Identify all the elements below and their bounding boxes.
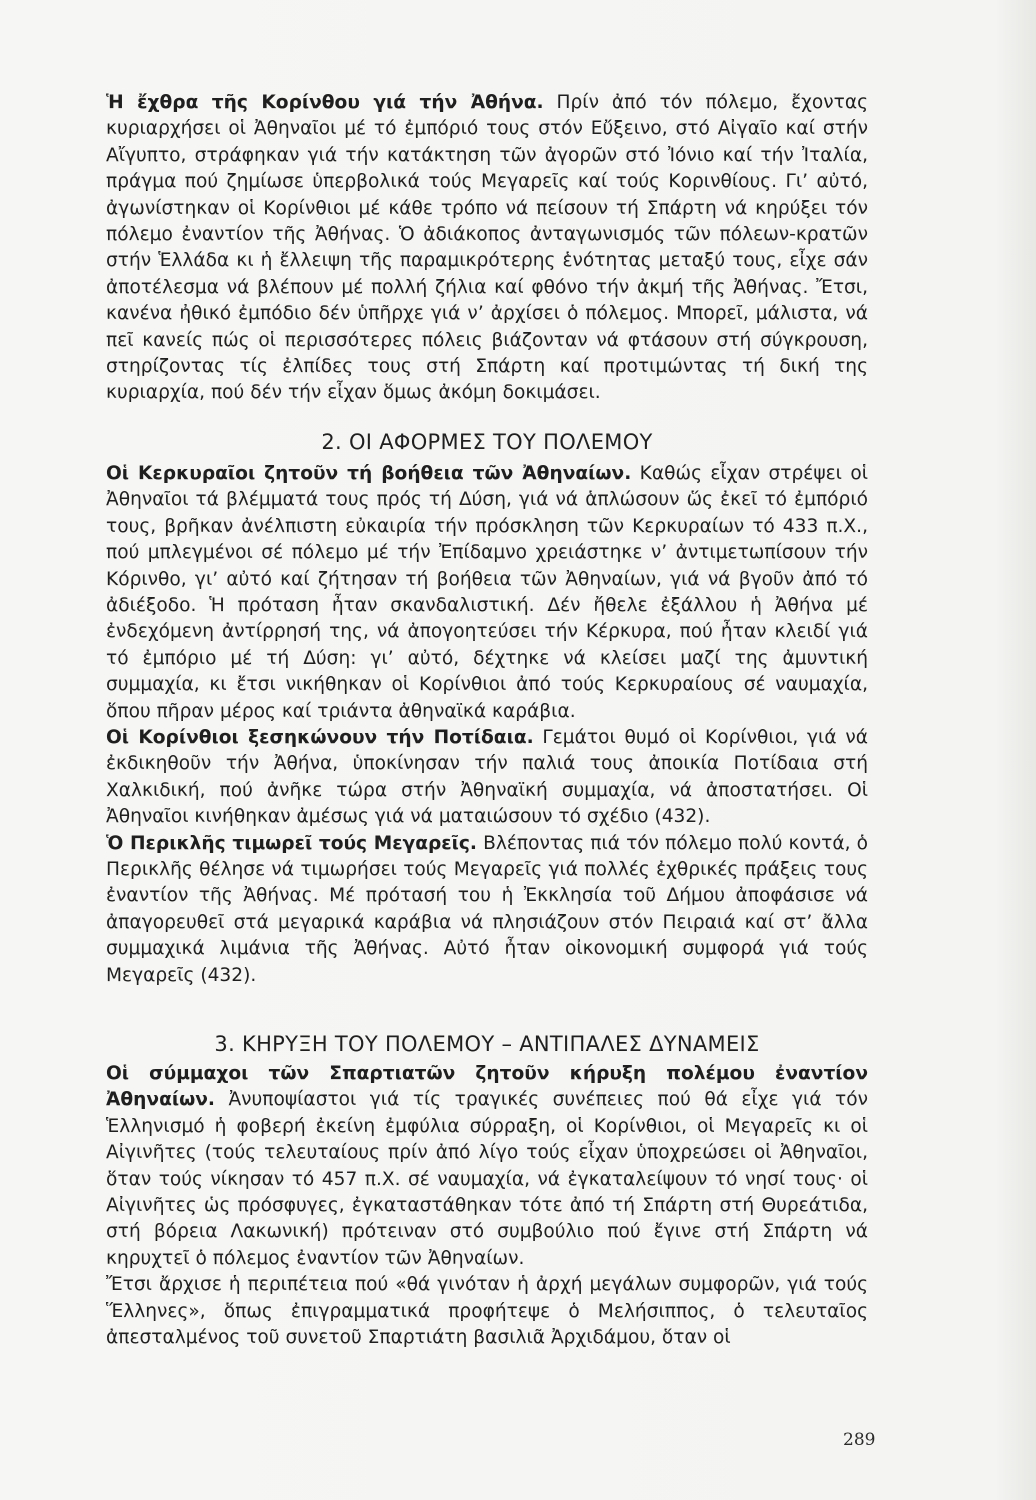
paragraph-lead: Οἱ σύμμαχοι τῶν Σπαρτιατῶν ζητοῦν κήρυξη πολέμου ἐναντίον Ἀθηναίων. bbox=[106, 1063, 868, 1111]
paragraph-text: Βλέποντας πιά τόν πόλεμο πολύ κοντά, ὁ Περικλῆς θέλησε νά τιμωρήσει τούς Μεγαρεῖς γιά πολλές ἐχθρικές πράξεις τους ἐναντίον τῆς Ἀθήνας. Μέ πρότασή του ἡ Ἐκκλησία τοῦ Δήμου ἀποφάσισε νά ἀπαγορευθεῖ στά μεγαρικά καράβια νά πλησιάζουν στόν Πειραιά καί στ’ ἄλλα συμμαχικά λιμάνια τῆς Ἀθήνας. Αὐτό ἦταν οἰκονομική συμφορά γιά τούς Μεγαρεῖς (432). bbox=[106, 832, 868, 986]
paragraph-corcyra bbox=[106, 461, 868, 725]
paragraph-text: Ἀνυποψίαστοι γιά τίς τραγικές συνέπειες πού θά εἶχε γιά τόν Ἑλληνισμό ἡ φοβερή ἐκείνη ἐμφύλια σύρραξη, οἱ Κορίνθιοι, οἱ Μεγαρεῖς κι οἱ Αἰγινῆτες (τούς τελευταίους πρίν ἀπό λίγο τούς εἶχαν ὑποχρεώσει οἱ Ἀθηναῖοι, ὅταν τούς νίκησαν τό 457 π.Χ. σέ ναυμαχία, νά ἐγκαταλείψουν τό νησί τους· οἱ Αἰγινῆτες ὡς πρόσφυγες, ἐγκαταστάθηκαν τότε ἀπό τή Σπάρτη στή Θυρεάτιδα, στή βόρεια Λακωνική) πρότειναν στό συμβούλιο πού ἔγινε στή Σπάρτη νά κηρυχτεῖ ὁ πόλεμος ἐναντίον τῶν Ἀθηναίων. bbox=[106, 1089, 868, 1269]
paragraph-lead: Οἱ Κερκυραῖοι ζητοῦν τή βοήθεια τῶν Ἀθηναίων. bbox=[106, 462, 632, 484]
paragraph-war-begins bbox=[106, 1272, 868, 1351]
paragraph-potidaea bbox=[106, 725, 868, 831]
section-heading-declaration: 3. ΚΗΡΥΞΗ ΤΟΥ ΠΟΛΕΜΟΥ – ΑΝΤΙΠΑΛΕΣ ΔΥΝΑΜΕΙΣ bbox=[214, 1032, 760, 1056]
paragraph-lead: Οἱ Κορίνθιοι ξεσηκώνουν τήν Ποτίδαια. bbox=[106, 726, 534, 748]
paragraph-text: Ἔτσι ἄρχισε ἡ περιπέτεια πού «θά γινόταν ἡ ἀρχή μεγάλων συμφορῶν, γιά τούς Ἕλληνες», ὅπως ἐπιγραμματικά προφήτεψε ὁ Μελήσιππος, ὁ τελευταῖος ἀπεσταλμένος τοῦ συνετοῦ Σπαρτιάτη βασιλιᾶ Ἀρχιδάμου, ὅταν οἱ bbox=[106, 1274, 868, 1349]
paragraph-allies-demand-war bbox=[106, 1061, 868, 1272]
page-number: 289 bbox=[843, 1430, 876, 1450]
paragraph-corinth-enmity bbox=[106, 90, 868, 407]
paragraph-text: Γεμάτοι θυμό οἱ Κορίνθιοι, γιά νά ἐκδικηθοῦν τήν Ἀθήνα, ὑποκίνησαν τήν παλιά τους ἀποικία Ποτίδαια στή Χαλκιδική, πού ἀνῆκε τώρα στήν Ἀθηναϊκή συμμαχία, νά ἀποστατήσει. Οἱ Ἀθηναῖοι κινήθηκαν ἀμέσως γιά νά ματαιώσουν τό σχέδιο (432). bbox=[106, 726, 868, 828]
paragraph-lead: Ὁ Περικλῆς τιμωρεῖ τούς Μεγαρεῖς. bbox=[106, 832, 477, 854]
paragraph-megara-decree bbox=[106, 831, 868, 989]
section-heading-causes: 2. ΟΙ ΑΦΟΡΜΕΣ ΤΟΥ ΠΟΛΕΜΟΥ bbox=[321, 429, 653, 454]
paragraph-text: Καθώς εἶχαν στρέψει οἱ Ἀθηναῖοι τά βλέμματά τους πρός τή Δύση, γιά νά ἁπλώσουν ὥς ἐκεῖ τό ἐμπόριό τους, βρῆκαν ἀνέλπιστη εὐκαιρία τήν πρόσκληση τῶν Κερκυραίων τό 433 π.Χ., πού μπλεγμένοι σέ πόλεμο μέ τήν Ἐπίδαμνο χρειάστηκε ν’ ἀντιμετωπίσουν τήν Κόρινθο, γι’ αὐτό καί ζήτησαν τή βοήθεια τῶν Ἀθηναίων, γιά νά βγοῦν ἀπό τό ἀδιέξοδο. Ἡ πρόταση ἦταν σκανδαλιστική. Δέν ἤθελε ἐξάλλου ἡ Ἀθήνα μέ ἐνδεχόμενη ἀντίρρησή της, νά ἀπογοητεύσει τήν Κέρκυρα, πού ἦταν κλειδί γιά τό ἐμπόριο μέ τή Δύση: γι’ αὐτό, δέχτηκε νά κλείσει μαζί της ἀμυντική συμμαχία, κι ἔτσι νικήθηκαν οἱ Κορίνθιοι ἀπό τούς Κερκυραίους σέ ναυμαχία, ὅπου πῆραν μέρος καί τριάντα ἀθηναϊκά καράβια. bbox=[106, 462, 868, 722]
page-body bbox=[106, 90, 868, 1351]
paragraph-text: Πρίν ἀπό τόν πόλεμο, ἔχοντας κυριαρχήσει οἱ Ἀθηναῖοι μέ τό ἐμπόριό τους στόν Εὔξεινο, στό Αἰγαῖο καί στήν Αἴγυπτο, στράφηκαν γιά τήν κατάκτηση τῶν ἀγορῶν στό Ἰόνιο καί τήν Ἰταλία, πράγμα πού ζημίωσε ὑπερβολικά τούς Μεγαρεῖς καί τούς Κορινθίους. Γι’ αὐτό, ἀγωνίστηκαν οἱ Κορίνθιοι μέ κάθε τρόπο νά πείσουν τή Σπάρτη νά κηρύξει τόν πόλεμο ἐναντίον τῆς Ἀθήνας. Ὁ ἀδιάκοπος ἀνταγωνισμός τῶν πόλεων-κρατῶν στήν Ἑλλάδα κι ἡ ἔλλειψη τῆς παραμικρότερης ἑνότητας μεταξύ τους, εἶχε σάν ἀποτέλεσμα νά βλέπουν μέ πολλή ζήλια καί φθόνο τήν ἀκμή τῆς Ἀθήνας. Ἔτσι, κανένα ἠθικό ἐμπόδιο δέν ὑπῆρχε γιά ν’ ἀρχίσει ὁ πόλεμος. Μπορεῖ, μάλιστα, νά πεῖ κανείς πώς οἱ περισσότερες πόλεις βιάζονταν νά φτάσουν στή σύγκρουση, στηρίζοντας τίς ἐλπίδες τους στή Σπάρτη καί προτιμώντας τή δική της κυριαρχία, πού δέν τήν εἶχαν ὅμως ἀκόμη δοκιμάσει. bbox=[106, 92, 868, 404]
paragraph-lead: Ἡ ἔχθρα τῆς Κορίνθου γιά τήν Ἀθήνα. bbox=[106, 92, 544, 113]
